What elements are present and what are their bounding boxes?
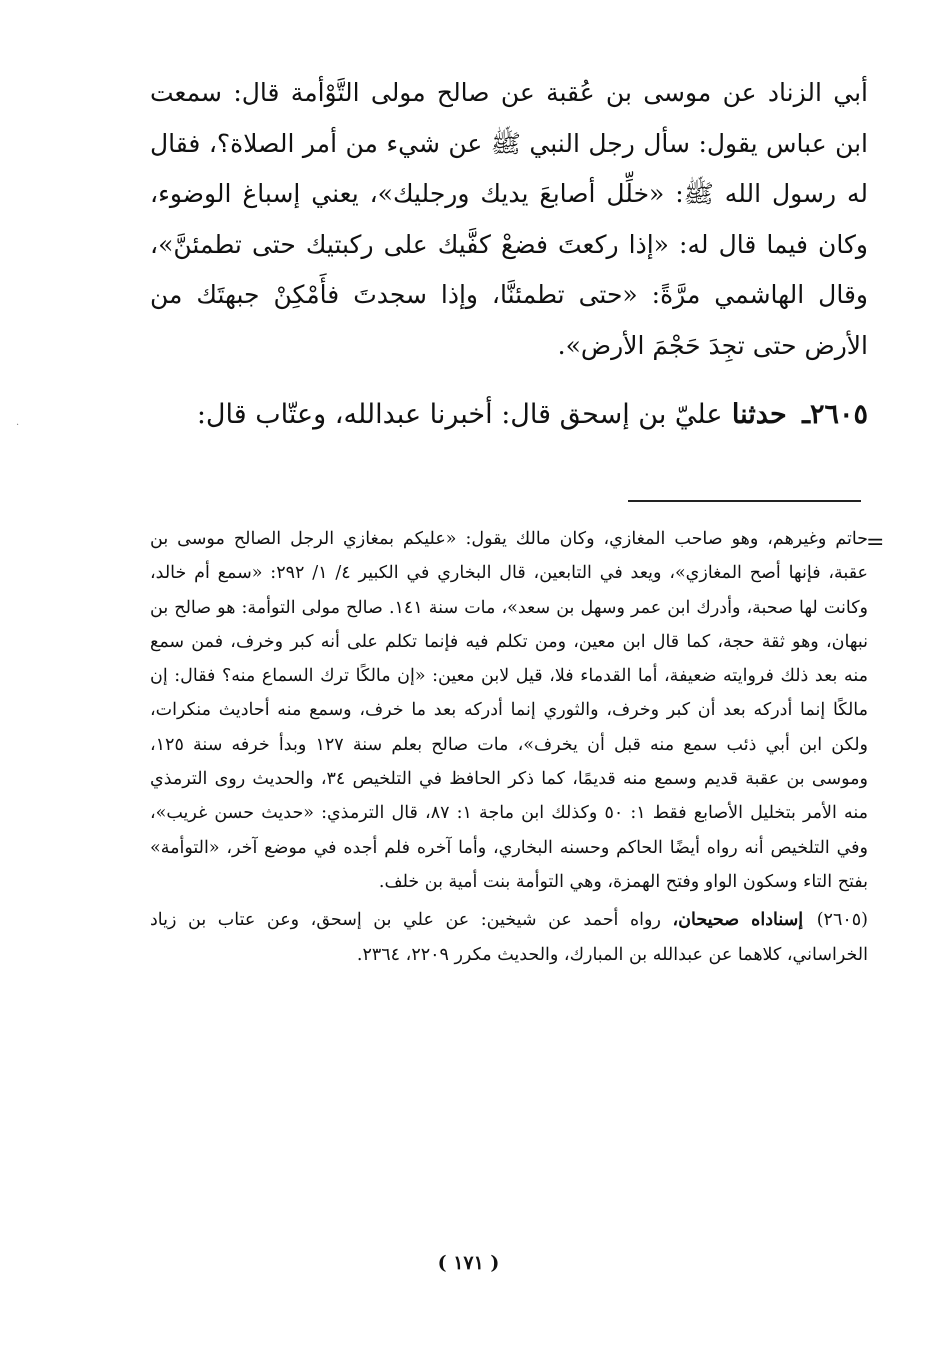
footnote-2 [150, 903, 868, 972]
hadith-text: عليّ بن إسحق قال: أخبرنا عبدالله، وعتّاب قال: [196, 399, 723, 430]
hadith-keyword: حدثنا [731, 399, 787, 430]
footnote-2-keyword: إسناداه صحيحان، [672, 910, 804, 931]
page-number: ( ١٧١ ) [437, 1252, 500, 1274]
footnote-2-number: (٢٦٠٥) [816, 910, 868, 931]
hadith-2605-heading [150, 390, 868, 440]
main-text-block [150, 68, 868, 371]
footnotes [150, 522, 868, 972]
footnote-1: حاتم وغيرهم، وهو صاحب المغازي، وكان مالك يقول: «عليكم بمغازي الرجل الصالح موسى بن عقبة، فإنها أصح المغازي»، ويعد في التابعين، قال البخاري في الكبير ٤/ ١/ ٢٩٢: «سمع أم خالد، وكانت لها صحبة، وأدرك ابن عمر وسهل بن سعد»، مات سنة ١٤١. صالح مولى التوأمة: هو صالح بن نبهان، وهو ثقة حجة، كما قال ابن معين، ومن تكلم فيه فإنما تكلم على أنه كبر وخرف، فمن سمع منه بعد ذلك فروايته ضعيفة، أما القدماء فلا، قيل لابن معين: «إن مالكًا ترك السماع منه؟ فقال: إن مالكًا إنما أدركه بعد أن كبر وخرف، والثوري إنما أدركه بعد ما خرف، وسمع منه أحاديث منكرات، ولكن ابن أبي ذئب سمع منه قبل أن يخرف»، مات صالح بعلم سنة ١٢٧ وبدأ خرفه سنة ١٢٥، وموسى بن عقبة قديم وسمع منه قديمًا، كما ذكر الحافظ في التلخيص ٣٤، والحديث روى الترمذي منه الأمر بتخليل الأصابع فقط ١: ٥٠ وكذلك ابن ماجة ١: ٨٧، قال الترمذي: «حديث حسن غريب»، وفي التلخيص أنه رواه أيضًا الحاكم وحسنه البخاري، وأما آخره فلم أجده في موضع آخر، «التوأمة» بفتح التاء وسكون الواو وفتح الهمزة، وهي التوأمة بنت أمية بن خلف. [150, 529, 869, 892]
footnote-separator [628, 500, 861, 502]
footnote-2-text: رواه أحمد عن شيخين: عن علي بن إسحق، وعن عتاب بن زياد الخراساني، كلاهما عن عبدالله بن المبارك، والحديث مكرر ٢٢٠٩، ٢٣٦٤. [150, 910, 868, 965]
margin-mark: · [16, 420, 20, 431]
continuation-mark: = [866, 530, 885, 555]
main-text: أبي الزناد عن موسى بن عُقبة عن صالح مولى التَّوْأمة قال: سمعت ابن عباس يقول: سأل رجل النبي ﷺ عن شيء من أمر الصلاة؟، فقال له رسول الله ﷺ: «خلِّل أصابعَ يديك ورجليك»، يعني إسباغ الوضوء، وكان فيما قال له: «إذا ركعتَ فضعْ كفَّيك على ركبتيك حتى تطمئنَّ»، وقال الهاشمي مرَّةً: «حتى تطمئنَّا، وإذا سجدتَ فأَمْكِنْ جبهتَك من الأرض حتى تجِدَ حَجْمَ الأرض». [150, 78, 868, 360]
hadith-number: ٢٦٠٥ـ [802, 399, 868, 430]
